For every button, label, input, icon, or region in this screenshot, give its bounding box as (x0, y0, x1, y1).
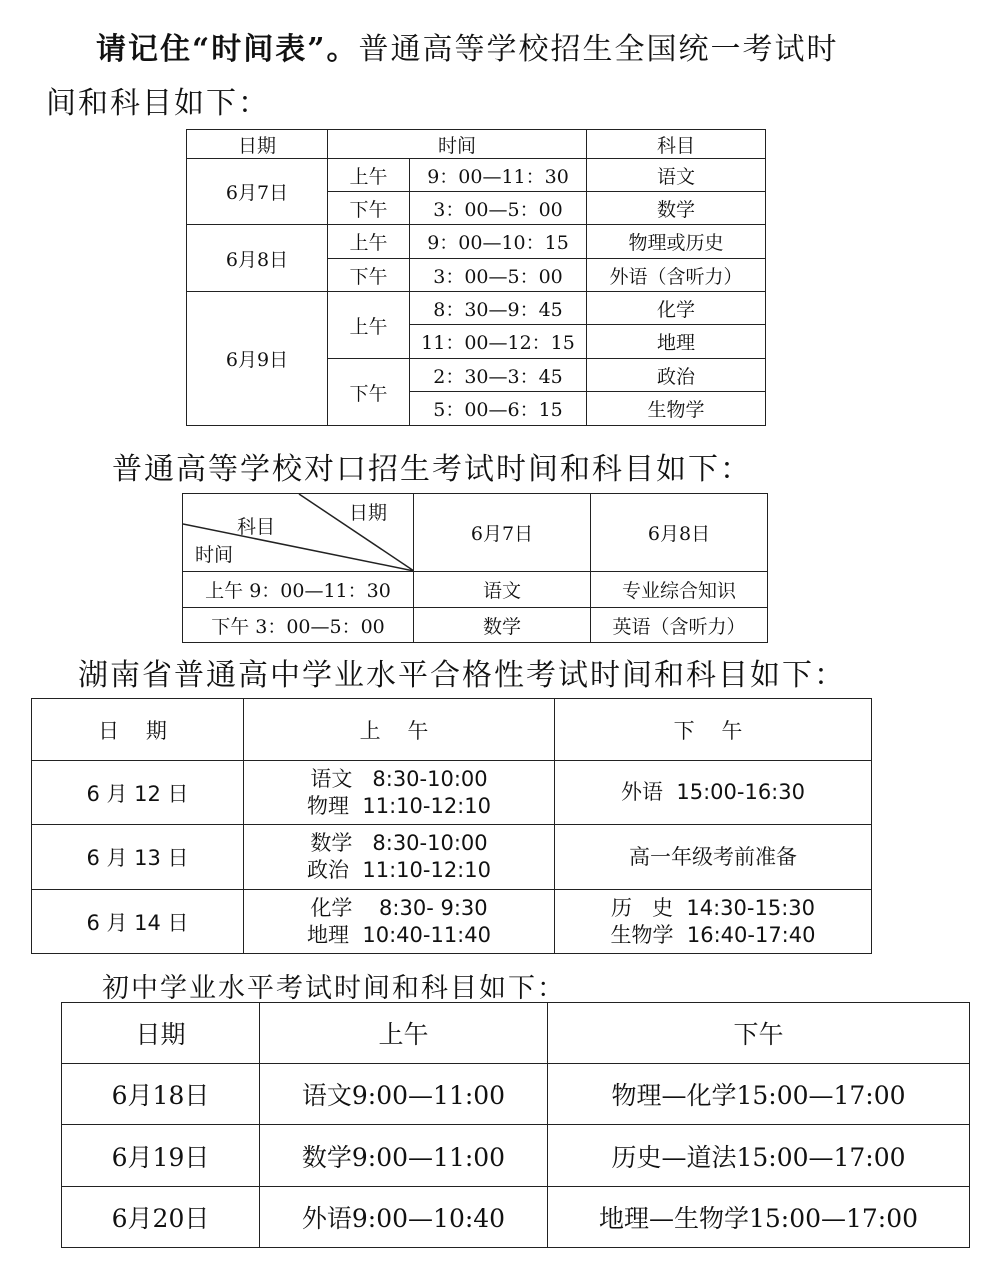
gaokao-header-time: 时间 (328, 130, 587, 159)
xueye-pm-line: 高一年级考前准备 (629, 844, 797, 869)
gaokao-date: 6月9日 (187, 292, 328, 426)
xueye-header-pm: 下 午 (555, 699, 872, 761)
duikou-date-header: 6月7日 (414, 494, 591, 572)
gaokao-period: 下午 (328, 192, 410, 225)
duikou-subject: 专业综合知识 (591, 572, 768, 608)
chuzhong-am: 数学9:00—11:00 (260, 1125, 548, 1187)
intro-bold-text: 请记住“时间表”。 (96, 32, 359, 67)
xueye-am-line: 地理 10:40-11:40 (307, 922, 491, 947)
chuzhong-pm: 物理—化学15:00—17:00 (548, 1064, 970, 1125)
gaokao-time: 3：00—5：00 (410, 259, 587, 292)
duikou-title: 普通高等学校对口招生考试时间和科目如下： (112, 452, 752, 487)
xueye-header-am: 上 午 (244, 699, 555, 761)
gaokao-date: 6月8日 (187, 225, 328, 292)
xueye-table (31, 698, 872, 954)
xueye-title: 湖南省普通高中学业水平合格性考试时间和科目如下： (78, 658, 846, 693)
chuzhong-title: 初中学业水平考试时间和科目如下： (102, 973, 566, 1004)
intro-line-1 (96, 24, 839, 68)
duikou-subject: 英语（含听力） (591, 608, 768, 643)
gaokao-period: 下午 (328, 359, 410, 426)
duikou-corner-cell (183, 494, 414, 572)
chuzhong-am: 外语9:00—10:40 (260, 1187, 548, 1248)
gaokao-time: 8：30—9：45 (410, 292, 587, 325)
intro-rest-text: 普通高等学校招生全国统一考试时 (358, 32, 839, 67)
xueye-pm-cell (555, 890, 872, 954)
xueye-pm-line: 历 史 14:30-15:30 (611, 895, 815, 920)
corner-date-label: 日期 (349, 502, 388, 524)
chuzhong-header-pm: 下午 (548, 1003, 970, 1064)
chuzhong-pm: 地理—生物学15:00—17:00 (548, 1187, 970, 1248)
xueye-pm-line: 生物学 16:40-17:40 (610, 922, 816, 947)
duikou-subject: 数学 (414, 608, 591, 643)
gaokao-subject: 外语（含听力） (587, 259, 766, 292)
xueye-date: 6 月 13 日 (32, 825, 244, 890)
gaokao-period: 上午 (328, 225, 410, 259)
chuzhong-table (61, 1002, 970, 1248)
duikou-date-header: 6月8日 (591, 494, 768, 572)
intro-line-2: 间和科目如下： (46, 86, 270, 121)
gaokao-subject: 化学 (587, 292, 766, 325)
xueye-header-date: 日 期 (32, 699, 244, 761)
gaokao-time: 9：00—10：15 (410, 225, 587, 259)
gaokao-subject: 生物学 (587, 392, 766, 426)
gaokao-subject: 物理或历史 (587, 225, 766, 259)
gaokao-date: 6月7日 (187, 159, 328, 225)
chuzhong-header-am: 上午 (260, 1003, 548, 1064)
gaokao-time: 3：00—5：00 (410, 192, 587, 225)
gaokao-subject: 地理 (587, 325, 766, 359)
duikou-time: 上午 9：00—11：30 (183, 572, 414, 608)
gaokao-time: 11：00—12：15 (410, 325, 587, 359)
chuzhong-date: 6月20日 (62, 1187, 260, 1248)
xueye-pm-line: 外语 15:00-16:30 (621, 780, 805, 804)
chuzhong-date: 6月18日 (62, 1064, 260, 1125)
gaokao-header-date: 日期 (187, 130, 328, 159)
xueye-am-line: 物理 11:10-12:10 (307, 793, 491, 818)
xueye-am-cell (244, 761, 555, 825)
gaokao-subject: 政治 (587, 359, 766, 392)
xueye-date: 6 月 12 日 (32, 761, 244, 825)
gaokao-period: 上午 (328, 292, 410, 359)
duikou-table (182, 493, 768, 643)
gaokao-subject: 数学 (587, 192, 766, 225)
xueye-am-line: 语文 8:30-10:00 (310, 766, 488, 791)
gaokao-table (186, 129, 766, 426)
xueye-pm-cell (555, 825, 872, 890)
chuzhong-date: 6月19日 (62, 1125, 260, 1187)
gaokao-time: 5：00—6：15 (410, 392, 587, 426)
gaokao-time: 9：00—11：30 (410, 159, 587, 192)
chuzhong-header-date: 日期 (62, 1003, 260, 1064)
xueye-pm-cell (555, 761, 872, 825)
gaokao-period: 上午 (328, 159, 410, 192)
chuzhong-am: 语文9:00—11:00 (260, 1064, 548, 1125)
gaokao-period: 下午 (328, 259, 410, 292)
chuzhong-pm: 历史—道法15:00—17:00 (548, 1125, 970, 1187)
xueye-am-line: 数学 8:30-10:00 (310, 831, 488, 855)
gaokao-time: 2：30—3：45 (410, 359, 587, 392)
xueye-am-cell (244, 825, 555, 890)
xueye-date: 6 月 14 日 (32, 890, 244, 954)
corner-time-label: 时间 (195, 544, 234, 566)
duikou-time: 下午 3：00—5：00 (183, 608, 414, 643)
xueye-am-line: 政治 11:10-12:10 (307, 858, 491, 882)
duikou-subject: 语文 (414, 572, 591, 608)
xueye-am-cell (244, 890, 555, 954)
corner-subject-label: 科目 (237, 516, 276, 538)
gaokao-subject: 语文 (587, 159, 766, 192)
gaokao-header-subject: 科目 (587, 130, 766, 159)
xueye-am-line: 化学 8:30- 9:30 (310, 895, 488, 920)
